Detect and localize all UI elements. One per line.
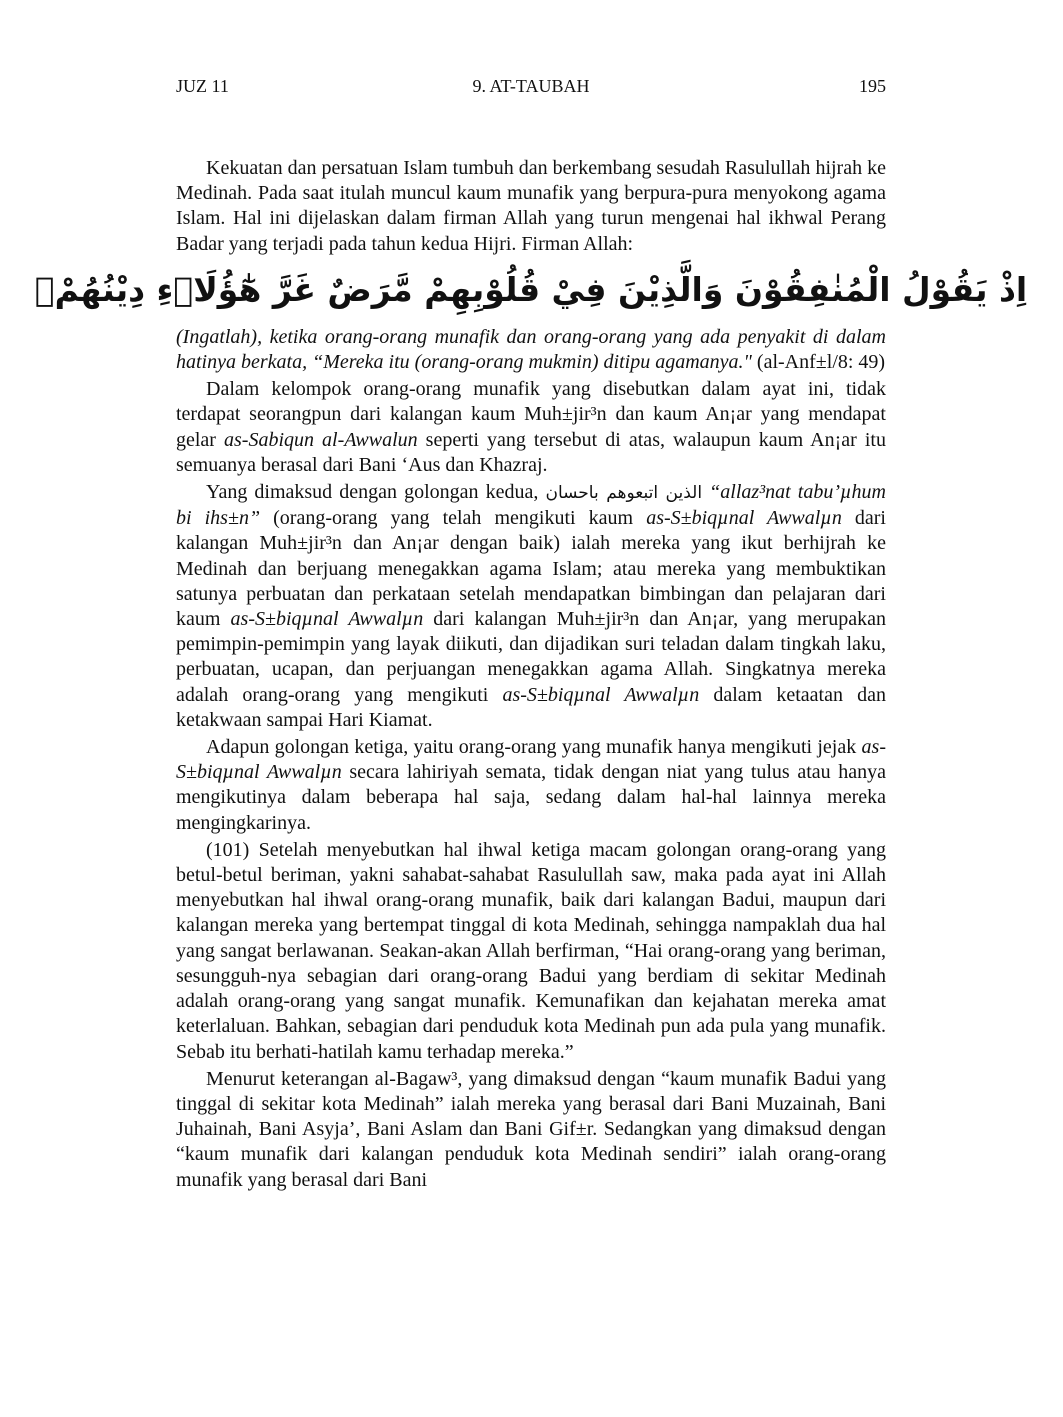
term-italic: as-S±biqµnal Awwalµn bbox=[176, 736, 886, 784]
translation-text: (Ingatlah), ketika orang-orang munafik dan orang-orang yang ada penyakit di dalam hatinya berkata, “Mereka itu (orang-orang mukmin) ditipu agamanya." bbox=[176, 325, 886, 374]
term-italic: as-S±biqµnal Awwalµn bbox=[230, 608, 424, 631]
text-segment: dari kalangan Muh±jir³n dan An¡ar, yang merupakan pemimpin-pemimpin yang layak diikuti, dan dijadikan suri teladan dalam tingkah laku, perbuatan, ucapan, dan perjuangan menegakkan agama Allah. Singkatnya mereka adalah orang-orang yang mengikuti bbox=[176, 608, 886, 706]
term-italic: as-S±biqµnal Awwalµn bbox=[502, 683, 700, 706]
arabic-phrase: الذين اتبعوهم باحسان bbox=[545, 483, 703, 504]
text-segment: secara lahiriyah semata, tidak dengan niat yang tulus atau hanya mengikutinya dalam beberapa hal saja, sedang dalam hal-hal lainnya mereka mengingkarinya. bbox=[176, 761, 887, 834]
text-segment: (orang-orang yang telah mengikuti kaum bbox=[260, 507, 647, 530]
text-segment: Adapun golongan ketiga, yaitu orang-orang yang munafik hanya mengikuti jejak bbox=[206, 736, 862, 759]
text-segment: dari kalangan Muh±jir³n dan An¡ar dengan baik) ialah mereka yang ikut berhijrah ke Medinah dan berjuang menegakkan agama Islam; atau mereka yang membuktikan satunya perbuatan dan perkataan setelah mendapatkan bimbingan dan pelajaran dari kaum bbox=[176, 507, 886, 631]
paragraph-third-group bbox=[176, 735, 886, 836]
paragraph-munafik-group bbox=[176, 377, 886, 478]
verse-translation bbox=[176, 325, 886, 375]
paragraph-second-group bbox=[176, 480, 886, 733]
page-number: 195 bbox=[859, 76, 886, 96]
intro-paragraph: Kekuatan dan persatuan Islam tumbuh dan berkembang sesudah Rasulullah hijrah ke Medinah. Pada saat itulah muncul kaum munafik yang berpura-pura menyokong agama Islam. Hal ini dijelaskan dalam firman Allah yang turun mengenai hal ikhwal Perang Badar yang terjadi pada tahun kedua Hijri. Firman Allah: bbox=[176, 157, 886, 255]
juz-label: JUZ 11 bbox=[176, 76, 229, 96]
verse-reference: (al-Anf±l/8: 49) bbox=[751, 351, 886, 374]
surah-title: 9. AT-TAUBAH bbox=[472, 76, 590, 96]
transliteration: “allaz³nat tabu’µhum bi ihs±n” bbox=[176, 481, 886, 530]
paragraph-verse-101: (101) Setelah menyebutkan hal ihwal ketiga macam golongan orang-orang yang betul-betul beriman, yakni sahabat-sahabat Rasulullah saw, maka pada ayat ini Allah menyebutkan hal ihwal orang-orang munafik, baik dari kalangan Badui, maupun dari kalangan mereka yang bertempat tinggal di kota Medinah, sehingga nampaklah dua hal yang sangat berlawanan. Seakan-akan Allah berfirman, “Hai orang-orang yang beriman, sesungguh-nya sebagian dari orang-orang Badui yang berdiam di sekitar Medinah adalah orang-orang yang sangat munafik. Kemunafikan dan kejahatan mereka amat keterlaluan. Bahkan, sebagian dari penduduk kota Medinah pun ada pula yang munafik. Sebab itu berhati-hatilah kamu terhadap mereka.” bbox=[176, 838, 886, 1063]
paragraph-al-bagawi: Menurut keterangan al-Bagaw³, yang dimaksud dengan “kaum munafik Badui yang tinggal di sekitar kota Medinah” ialah mereka yang berasal dari Bani Muzainah, Bani Juhainah, Bani Asyja’, Bani Aslam dan Bani Gif±r. Sedangkan yang dimaksud dengan “kaum munafik dari kalangan penduduk kota Medinah sendiri” ialah orang-orang munafik yang berasal dari Bani bbox=[176, 1067, 886, 1191]
term-italic: as-S±biqµnal Awwalµn bbox=[646, 507, 842, 530]
page-header bbox=[176, 76, 886, 102]
text-segment: seperti yang tersebut di atas, walaupun kaum An¡ar itu semuanya berasal dari Bani ‘Aus dan Khazraj. bbox=[176, 428, 886, 476]
text-segment: Yang dimaksud dengan golongan kedua, bbox=[206, 481, 546, 504]
text-segment: dalam ketaatan dan ketakwaan sampai Hari Kiamat. bbox=[176, 683, 886, 731]
term-italic: as-Sabiqun al-Awwalun bbox=[224, 428, 418, 451]
page-body bbox=[34, 156, 1028, 1193]
quran-verse-arabic: اِذْ يَقُوْلُ الْمُنٰفِقُوْنَ وَالَّذِيْنَ فِيْ قُلُوْبِهِمْ مَّرَضٌ غَرَّ هٰٓؤُلَاۤءِ دِيْنُهُمْۗ bbox=[34, 270, 1028, 310]
text-segment: Dalam kelompok orang-orang munafik yang disebutkan dalam ayat ini, tidak terdapat seorangpun dari kalangan kaum Muh±jir³n dan kaum An¡ar yang mendapat gelar bbox=[176, 378, 886, 451]
